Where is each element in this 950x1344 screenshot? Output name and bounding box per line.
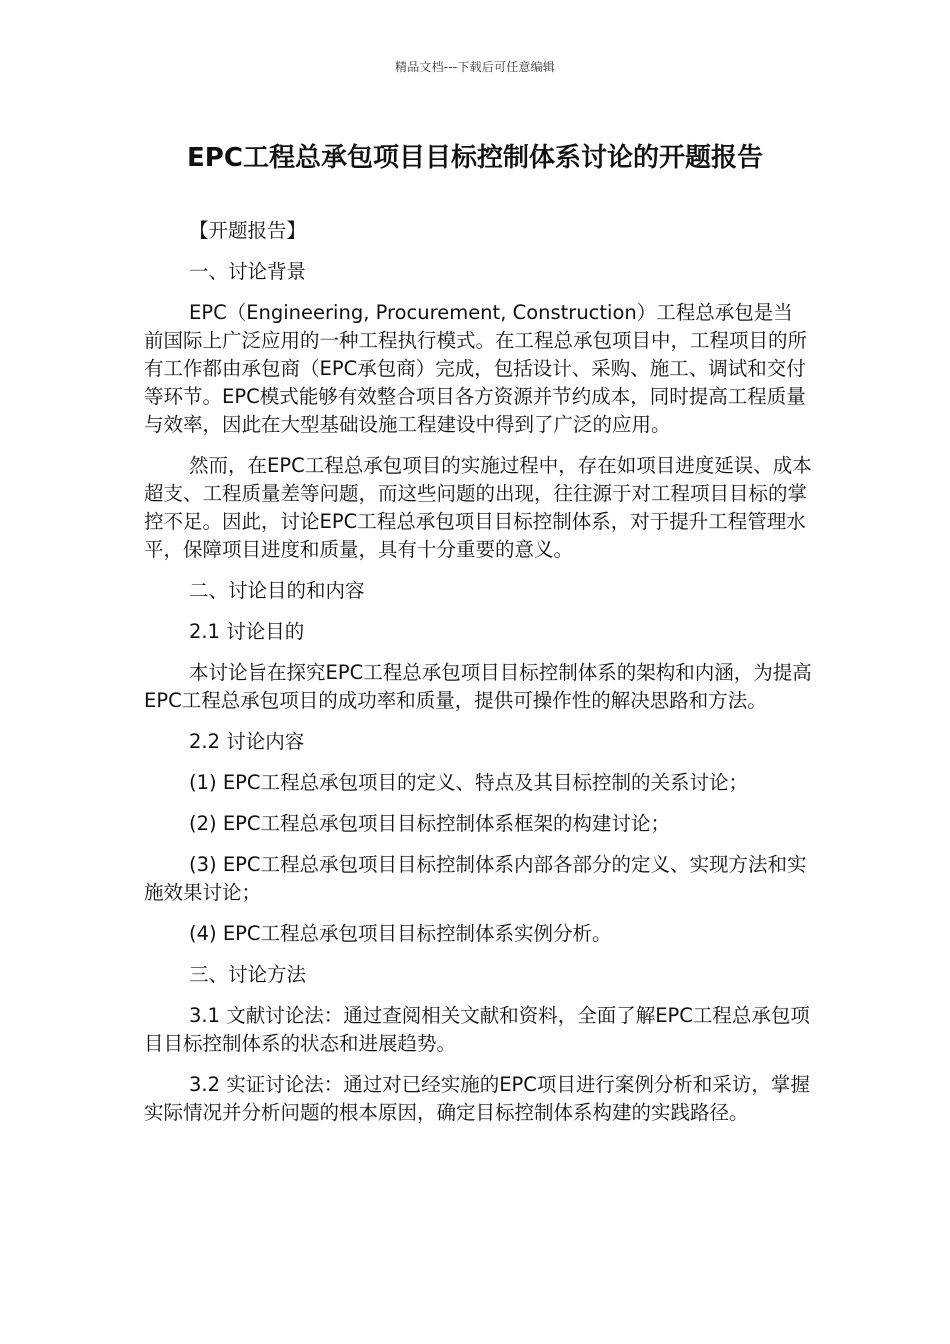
body-paragraph: 3.2 实证讨论法：通过对已经实施的EPC项目进行案例分析和采访，掌握实际情况并分析问题的根本原因，确定目标控制体系构建的实践路径。 [144,1073,810,1124]
section-heading: 一、讨论背景 [189,260,307,283]
section-heading: 三、讨论方法 [189,963,307,986]
list-item: (2) EPC工程总承包项目目标控制体系框架的构建讨论； [189,812,671,835]
body-paragraph: 3.1 文献讨论法：通过查阅相关文献和资料，全面了解EPC工程总承包项目目标控制体系的状态和进展趋势。 [144,1004,810,1055]
list-item: (4) EPC工程总承包项目目标控制体系实例分析。 [189,922,612,945]
header-note: 精品文档---下载后可任意编辑 [395,60,555,74]
list-item: (1) EPC工程总承包项目的定义、特点及其目标控制的关系讨论； [189,771,749,794]
section-label: 【开题报告】 [189,219,307,242]
body-paragraph: 然而，在EPC工程总承包项目的实施过程中，存在如项目进度延误、成本超支、工程质量差等问题，而这些问题的出现，往往源于对工程项目目标的掌控不足。因此，讨论EPC工程总承包项目目标控制体系，对于提升工程管理水平，保障项目进度和质量，具有十分重要的意义。 [144,454,812,561]
body-paragraph: EPC（Engineering, Procurement, Construction）工程总承包是当前国际上广泛应用的一种工程执行模式。在工程总承包项目中，工程项目的所有工作都由承包商（EPC承包商）完成，包括设计、采购、施工、调试和交付等环节。EPC模式能够有效整合项目各方资源并节约成本，同时提高工程质量与效率，因此在大型基础设施工程建设中得到了广泛的应用。 [144,301,808,436]
document-title: EPC工程总承包项目目标控制体系讨论的开题报告 [187,143,763,173]
subsection-heading: 2.2 讨论内容 [189,730,305,753]
list-item: (3) EPC工程总承包项目目标控制体系内部各部分的定义、实现方法和实施效果讨论； [144,853,807,904]
subsection-heading: 2.1 讨论目的 [189,620,305,643]
document-body [144,217,812,1140]
body-paragraph: 本讨论旨在探究EPC工程总承包项目目标控制体系的架构和内涵，为提高EPC工程总承包项目的成功率和质量，提供可操作性的解决思路和方法。 [144,661,812,712]
section-heading: 二、讨论目的和内容 [189,579,365,602]
